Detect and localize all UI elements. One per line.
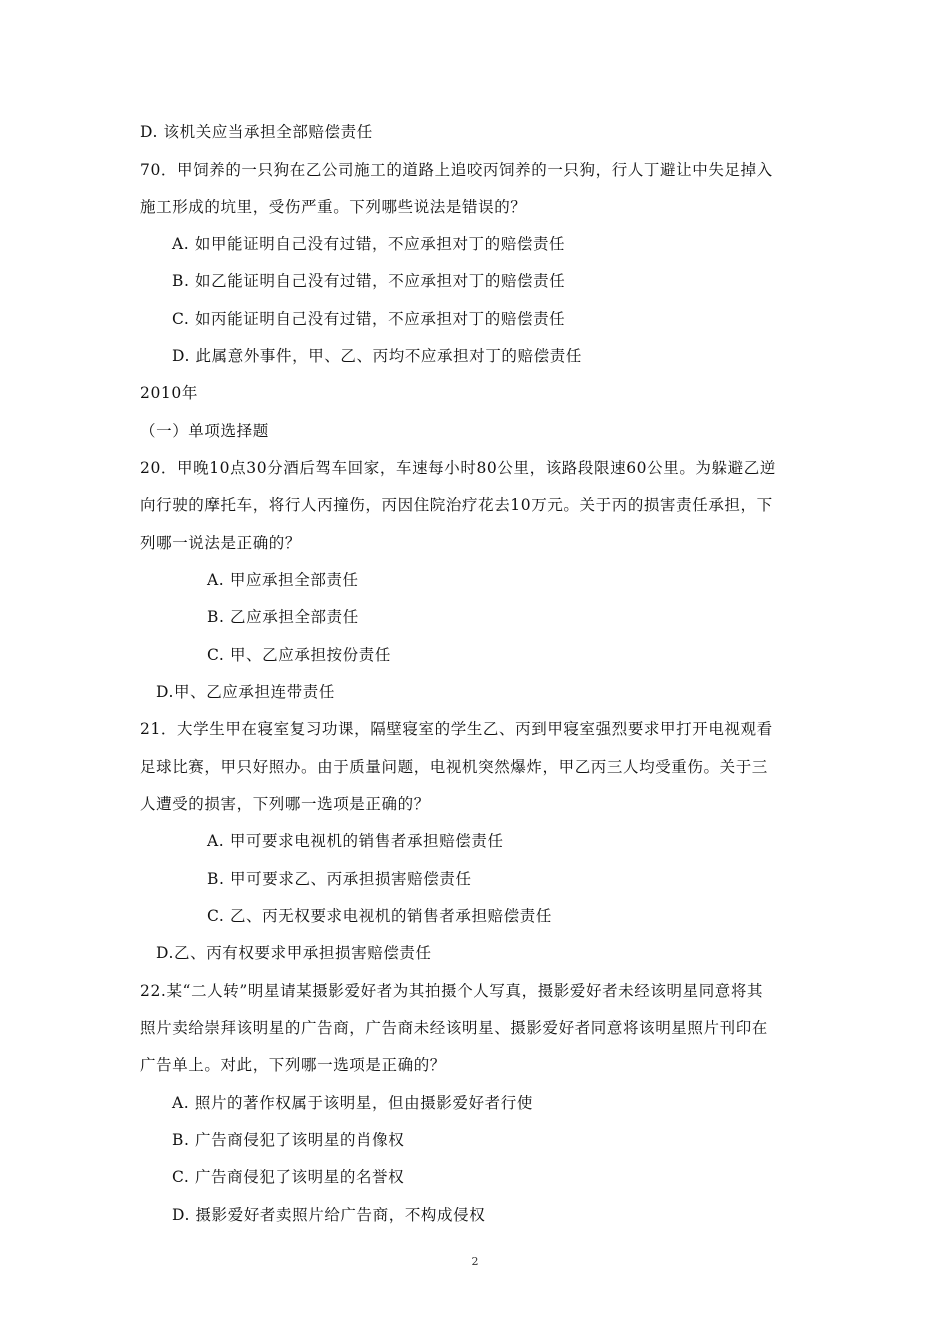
q70-option-d: D. 此属意外事件，甲、乙、丙均不应承担对丁的赔偿责任 bbox=[172, 347, 582, 365]
question-20-line-2: 向行驶的摩托车，将行人丙撞伤，丙因住院治疗花去10万元。关于丙的损害责任承担，下 bbox=[140, 496, 773, 514]
page-number: 2 bbox=[471, 1255, 479, 1268]
question-21-line-3: 人遭受的损害，下列哪一选项是正确的？ bbox=[140, 795, 430, 813]
q22-option-a: A. 照片的著作权属于该明星，但由摄影爱好者行使 bbox=[172, 1094, 533, 1112]
q20-option-c: C. 甲、乙应承担按份责任 bbox=[207, 646, 391, 664]
year-heading: 2010年 bbox=[140, 384, 198, 402]
q70-option-a: A. 如甲能证明自己没有过错，不应承担对丁的赔偿责任 bbox=[172, 235, 566, 253]
q70-option-c: C. 如丙能证明自己没有过错，不应承担对丁的赔偿责任 bbox=[172, 310, 566, 328]
q22-option-b: B. 广告商侵犯了该明星的肖像权 bbox=[172, 1131, 405, 1149]
q21-option-b: B. 甲可要求乙、丙承担损害赔偿责任 bbox=[207, 870, 472, 888]
section-heading: （一）单项选择题 bbox=[140, 422, 269, 440]
option-line: D. 该机关应当承担全部赔偿责任 bbox=[140, 123, 373, 141]
q21-option-d: D.乙、丙有权要求甲承担损害赔偿责任 bbox=[156, 944, 432, 962]
q20-option-a: A. 甲应承担全部责任 bbox=[207, 571, 359, 589]
q22-option-c: C. 广告商侵犯了该明星的名誉权 bbox=[172, 1168, 405, 1186]
question-22-line-1: 22.某“二人转”明星请某摄影爱好者为其拍摄个人写真，摄影爱好者未经该明星同意将其 bbox=[140, 982, 764, 1000]
question-22-line-2: 照片卖给崇拜该明星的广告商，广告商未经该明星、摄影爱好者同意将该明星照片刊印在 bbox=[140, 1019, 768, 1037]
question-20-line-3: 列哪一说法是正确的？ bbox=[140, 534, 302, 552]
question-21-line-1: 21．大学生甲在寝室复习功课，隔壁寝室的学生乙、丙到甲寝室强烈要求甲打开电视观看 bbox=[140, 720, 773, 738]
question-70-line-2: 施工形成的坑里，受伤严重。下列哪些说法是错误的？ bbox=[140, 198, 527, 216]
q20-option-b: B. 乙应承担全部责任 bbox=[207, 608, 359, 626]
question-21-line-2: 足球比赛，甲只好照办。由于质量问题，电视机突然爆炸，甲乙丙三人均受重伤。关于三 bbox=[140, 758, 768, 776]
q20-option-d: D.甲、乙应承担连带责任 bbox=[156, 683, 336, 701]
question-20-line-1: 20．甲晚10点30分酒后驾车回家，车速每小时80公里，该路段限速60公里。为躲避乙逆 bbox=[140, 459, 776, 477]
question-22-line-3: 广告单上。对此，下列哪一选项是正确的？ bbox=[140, 1056, 446, 1074]
q21-option-a: A. 甲可要求电视机的销售者承担赔偿责任 bbox=[207, 832, 504, 850]
question-70-line-1: 70．甲饲养的一只狗在乙公司施工的道路上追咬丙饲养的一只狗，行人丁避让中失足掉入 bbox=[140, 161, 773, 179]
q22-option-d: D. 摄影爱好者卖照片给广告商，不构成侵权 bbox=[172, 1206, 486, 1224]
q70-option-b: B. 如乙能证明自己没有过错，不应承担对丁的赔偿责任 bbox=[172, 272, 566, 290]
q21-option-c: C. 乙、丙无权要求电视机的销售者承担赔偿责任 bbox=[207, 907, 552, 925]
